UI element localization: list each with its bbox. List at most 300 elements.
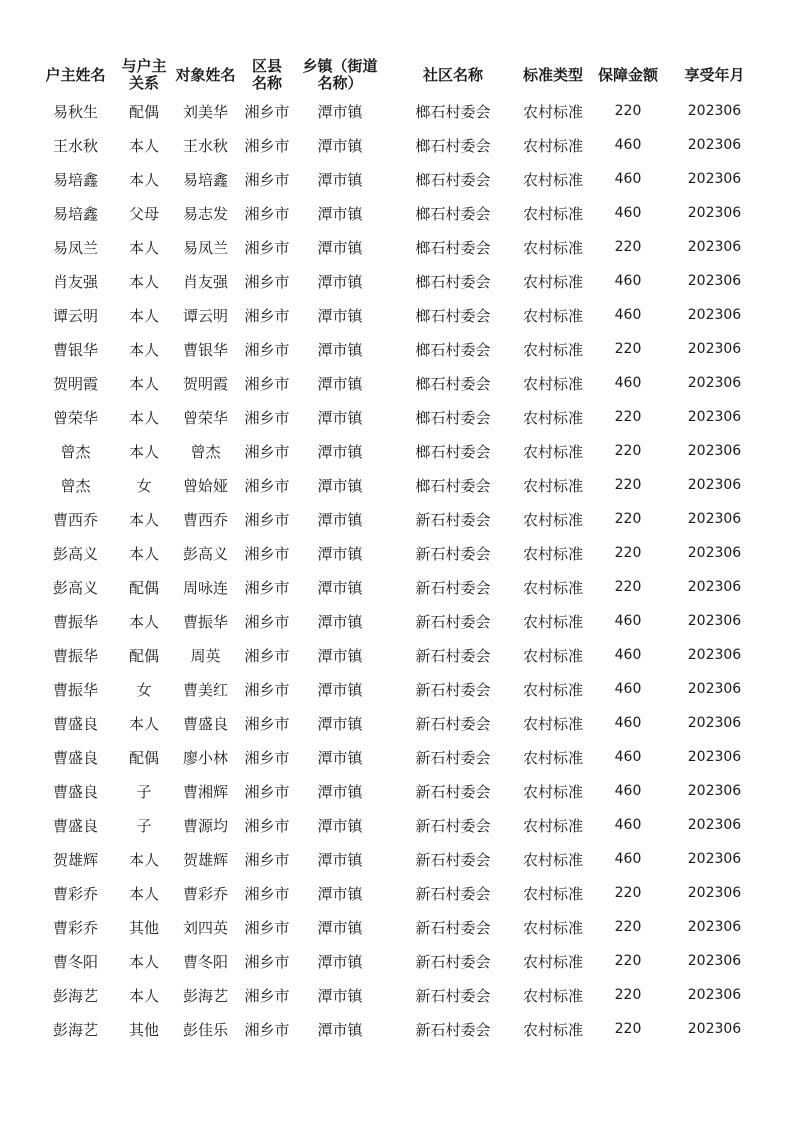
cell-county: 湘乡市 — [244, 476, 290, 495]
cell-amount: 220 — [614, 239, 642, 255]
cell-household-head: 王水秋 — [52, 136, 98, 155]
header-label-line: 乡镇（街道 — [302, 57, 378, 75]
cell-community: 榔石村委会 — [415, 238, 491, 257]
cell-community: 榔石村委会 — [415, 408, 491, 427]
cell-relation: 本人 — [128, 544, 159, 563]
header-label-line: 社区名称 — [422, 65, 483, 84]
cell-recipient-name: 刘美华 — [182, 102, 228, 121]
cell-recipient-name: 曹彩乔 — [182, 884, 228, 903]
cell-household-head: 曾荣华 — [52, 408, 98, 427]
cell-household-head: 易秋生 — [52, 102, 98, 121]
cell-amount: 460 — [614, 851, 642, 867]
cell-standard-type: 农村标准 — [522, 272, 583, 291]
cell-relation: 配偶 — [128, 578, 159, 597]
cell-recipient-name: 曹湘辉 — [182, 782, 228, 801]
cell-community: 新石村委会 — [415, 952, 491, 971]
cell-town: 潭市镇 — [317, 544, 363, 563]
cell-recipient-name: 曹银华 — [182, 340, 228, 359]
cell-county: 湘乡市 — [244, 340, 290, 359]
cell-county: 湘乡市 — [244, 102, 290, 121]
cell-relation: 本人 — [128, 612, 159, 631]
cell-community: 新石村委会 — [415, 1020, 491, 1039]
header-household-head — [30, 56, 121, 94]
cell-community: 榔石村委会 — [415, 442, 491, 461]
cell-relation: 本人 — [128, 170, 159, 189]
cell-standard-type: 农村标准 — [522, 850, 583, 869]
cell-amount: 220 — [614, 987, 642, 1003]
cell-month: 202306 — [687, 681, 742, 697]
cell-recipient-name: 易志发 — [182, 204, 228, 223]
cell-community: 新石村委会 — [415, 918, 491, 937]
cell-community: 榔石村委会 — [415, 374, 491, 393]
table-row — [30, 502, 763, 536]
cell-county: 湘乡市 — [244, 714, 290, 733]
cell-amount: 220 — [614, 885, 642, 901]
cell-town: 潭市镇 — [317, 136, 363, 155]
header-label-line: 关系 — [128, 74, 159, 92]
cell-town: 潭市镇 — [317, 952, 363, 971]
cell-household-head: 彭高义 — [52, 544, 98, 563]
table-row — [30, 672, 763, 706]
cell-relation: 本人 — [128, 408, 159, 427]
header-label-line: 户主姓名 — [45, 65, 106, 84]
table-row — [30, 468, 763, 502]
cell-recipient-name: 彭海艺 — [182, 986, 228, 1005]
cell-town: 潭市镇 — [317, 374, 363, 393]
cell-month: 202306 — [687, 715, 742, 731]
table-row — [30, 842, 763, 876]
header-recipient-name — [167, 56, 244, 94]
cell-month: 202306 — [687, 613, 742, 629]
table-row — [30, 944, 763, 978]
cell-month: 202306 — [687, 239, 742, 255]
cell-county: 湘乡市 — [244, 374, 290, 393]
table-row — [30, 774, 763, 808]
cell-county: 湘乡市 — [244, 782, 290, 801]
cell-recipient-name: 曾荣华 — [182, 408, 228, 427]
cell-community: 新石村委会 — [415, 646, 491, 665]
header-amount — [590, 56, 666, 94]
cell-household-head: 曹盛良 — [52, 748, 98, 767]
cell-month: 202306 — [687, 851, 742, 867]
cell-relation: 本人 — [128, 510, 159, 529]
cell-recipient-name: 曹盛良 — [182, 714, 228, 733]
cell-relation: 本人 — [128, 136, 159, 155]
cell-month: 202306 — [687, 103, 742, 119]
cell-community: 榔石村委会 — [415, 136, 491, 155]
cell-town: 潭市镇 — [317, 340, 363, 359]
cell-standard-type: 农村标准 — [522, 884, 583, 903]
cell-household-head: 曹冬阳 — [52, 952, 98, 971]
header-month — [666, 56, 763, 94]
cell-recipient-name: 易凤兰 — [182, 238, 228, 257]
cell-household-head: 曹振华 — [52, 612, 98, 631]
cell-month: 202306 — [687, 1021, 742, 1037]
subsidy-table — [30, 56, 763, 1046]
cell-community: 新石村委会 — [415, 680, 491, 699]
cell-county: 湘乡市 — [244, 272, 290, 291]
cell-household-head: 肖友强 — [52, 272, 98, 291]
cell-household-head: 谭云明 — [52, 306, 98, 325]
table-row — [30, 298, 763, 332]
cell-town: 潭市镇 — [317, 1020, 363, 1039]
header-label-line: 区县 — [251, 57, 282, 75]
cell-household-head: 曹西乔 — [52, 510, 98, 529]
header-label-line: 对象姓名 — [175, 65, 236, 84]
cell-household-head: 曹银华 — [52, 340, 98, 359]
cell-household-head: 曹振华 — [52, 646, 98, 665]
cell-relation: 女 — [136, 476, 152, 495]
cell-community: 新石村委会 — [415, 748, 491, 767]
cell-standard-type: 农村标准 — [522, 306, 583, 325]
table-body — [30, 94, 763, 1046]
cell-standard-type: 农村标准 — [522, 204, 583, 223]
cell-month: 202306 — [687, 341, 742, 357]
cell-standard-type: 农村标准 — [522, 952, 583, 971]
cell-month: 202306 — [687, 647, 742, 663]
cell-amount: 460 — [614, 783, 642, 799]
cell-county: 湘乡市 — [244, 442, 290, 461]
cell-relation: 本人 — [128, 850, 159, 869]
cell-county: 湘乡市 — [244, 748, 290, 767]
cell-standard-type: 农村标准 — [522, 238, 583, 257]
cell-standard-type: 农村标准 — [522, 442, 583, 461]
cell-town: 潭市镇 — [317, 918, 363, 937]
cell-standard-type: 农村标准 — [522, 374, 583, 393]
cell-town: 潭市镇 — [317, 578, 363, 597]
cell-community: 榔石村委会 — [415, 272, 491, 291]
cell-community: 新石村委会 — [415, 782, 491, 801]
cell-month: 202306 — [687, 273, 742, 289]
cell-standard-type: 农村标准 — [522, 646, 583, 665]
cell-county: 湘乡市 — [244, 918, 290, 937]
cell-county: 湘乡市 — [244, 170, 290, 189]
cell-household-head: 易培鑫 — [52, 204, 98, 223]
cell-standard-type: 农村标准 — [522, 680, 583, 699]
cell-standard-type: 农村标准 — [522, 578, 583, 597]
cell-relation: 子 — [136, 782, 152, 801]
cell-household-head: 彭海艺 — [52, 1020, 98, 1039]
header-label-line: 与户主 — [121, 57, 167, 75]
cell-amount: 220 — [614, 443, 642, 459]
table-row — [30, 604, 763, 638]
header-community — [390, 56, 516, 94]
cell-relation: 本人 — [128, 442, 159, 461]
header-town — [290, 56, 390, 94]
cell-county: 湘乡市 — [244, 1020, 290, 1039]
cell-town: 潭市镇 — [317, 204, 363, 223]
cell-month: 202306 — [687, 409, 742, 425]
cell-relation: 本人 — [128, 340, 159, 359]
cell-town: 潭市镇 — [317, 306, 363, 325]
cell-amount: 220 — [614, 953, 642, 969]
cell-household-head: 曹盛良 — [52, 816, 98, 835]
cell-amount: 220 — [614, 409, 642, 425]
table-row — [30, 808, 763, 842]
cell-household-head: 曹振华 — [52, 680, 98, 699]
cell-recipient-name: 曹冬阳 — [182, 952, 228, 971]
table-row — [30, 366, 763, 400]
cell-month: 202306 — [687, 375, 742, 391]
cell-town: 潭市镇 — [317, 408, 363, 427]
table-row — [30, 740, 763, 774]
cell-county: 湘乡市 — [244, 952, 290, 971]
cell-recipient-name: 周咏连 — [182, 578, 228, 597]
table-row — [30, 400, 763, 434]
cell-county: 湘乡市 — [244, 578, 290, 597]
cell-recipient-name: 曹美红 — [182, 680, 228, 699]
cell-amount: 460 — [614, 273, 642, 289]
header-label-line: 名称 — [251, 74, 282, 92]
cell-county: 湘乡市 — [244, 850, 290, 869]
cell-recipient-name: 曾姶娅 — [182, 476, 228, 495]
cell-town: 潭市镇 — [317, 612, 363, 631]
cell-relation: 本人 — [128, 714, 159, 733]
cell-relation: 本人 — [128, 884, 159, 903]
cell-county: 湘乡市 — [244, 816, 290, 835]
cell-amount: 460 — [614, 137, 642, 153]
cell-amount: 460 — [614, 307, 642, 323]
cell-standard-type: 农村标准 — [522, 748, 583, 767]
cell-amount: 220 — [614, 1021, 642, 1037]
cell-amount: 220 — [614, 477, 642, 493]
cell-standard-type: 农村标准 — [522, 136, 583, 155]
cell-town: 潭市镇 — [317, 680, 363, 699]
cell-relation: 女 — [136, 680, 152, 699]
cell-amount: 220 — [614, 545, 642, 561]
cell-month: 202306 — [687, 953, 742, 969]
table-row — [30, 196, 763, 230]
cell-month: 202306 — [687, 307, 742, 323]
cell-community: 榔石村委会 — [415, 204, 491, 223]
cell-community: 新石村委会 — [415, 510, 491, 529]
cell-month: 202306 — [687, 749, 742, 765]
table-row — [30, 128, 763, 162]
cell-recipient-name: 贺明霞 — [182, 374, 228, 393]
cell-relation: 本人 — [128, 306, 159, 325]
cell-household-head: 彭高义 — [52, 578, 98, 597]
cell-community: 新石村委会 — [415, 986, 491, 1005]
cell-month: 202306 — [687, 205, 742, 221]
cell-month: 202306 — [687, 579, 742, 595]
cell-recipient-name: 易培鑫 — [182, 170, 228, 189]
cell-town: 潭市镇 — [317, 476, 363, 495]
cell-community: 榔石村委会 — [415, 476, 491, 495]
cell-month: 202306 — [687, 987, 742, 1003]
cell-county: 湘乡市 — [244, 986, 290, 1005]
cell-household-head: 易培鑫 — [52, 170, 98, 189]
cell-county: 湘乡市 — [244, 680, 290, 699]
header-label-line: 标准类型 — [522, 65, 583, 84]
cell-standard-type: 农村标准 — [522, 714, 583, 733]
table-row — [30, 1012, 763, 1046]
cell-standard-type: 农村标准 — [522, 612, 583, 631]
cell-standard-type: 农村标准 — [522, 816, 583, 835]
cell-month: 202306 — [687, 817, 742, 833]
cell-standard-type: 农村标准 — [522, 170, 583, 189]
cell-month: 202306 — [687, 511, 742, 527]
cell-community: 榔石村委会 — [415, 340, 491, 359]
cell-community: 新石村委会 — [415, 578, 491, 597]
cell-recipient-name: 曹西乔 — [182, 510, 228, 529]
table-row — [30, 706, 763, 740]
cell-month: 202306 — [687, 477, 742, 493]
cell-county: 湘乡市 — [244, 510, 290, 529]
cell-household-head: 彭海艺 — [52, 986, 98, 1005]
table-row — [30, 332, 763, 366]
cell-town: 潭市镇 — [317, 646, 363, 665]
table-row — [30, 876, 763, 910]
cell-county: 湘乡市 — [244, 408, 290, 427]
cell-standard-type: 农村标准 — [522, 476, 583, 495]
cell-month: 202306 — [687, 919, 742, 935]
cell-standard-type: 农村标准 — [522, 408, 583, 427]
cell-household-head: 贺明霞 — [52, 374, 98, 393]
cell-recipient-name: 曹振华 — [182, 612, 228, 631]
table-row — [30, 230, 763, 264]
cell-county: 湘乡市 — [244, 306, 290, 325]
cell-county: 湘乡市 — [244, 646, 290, 665]
cell-town: 潭市镇 — [317, 238, 363, 257]
cell-amount: 460 — [614, 647, 642, 663]
table-row — [30, 94, 763, 128]
cell-relation: 本人 — [128, 238, 159, 257]
cell-relation: 其他 — [128, 1020, 159, 1039]
cell-standard-type: 农村标准 — [522, 102, 583, 121]
cell-amount: 220 — [614, 103, 642, 119]
cell-month: 202306 — [687, 171, 742, 187]
cell-recipient-name: 谭云明 — [182, 306, 228, 325]
cell-recipient-name: 曹源均 — [182, 816, 228, 835]
cell-household-head: 曹盛良 — [52, 714, 98, 733]
cell-relation: 父母 — [128, 204, 159, 223]
cell-month: 202306 — [687, 885, 742, 901]
cell-standard-type: 农村标准 — [522, 544, 583, 563]
cell-household-head: 曹彩乔 — [52, 884, 98, 903]
cell-amount: 220 — [614, 511, 642, 527]
cell-household-head: 易凤兰 — [52, 238, 98, 257]
cell-community: 新石村委会 — [415, 850, 491, 869]
cell-month: 202306 — [687, 783, 742, 799]
cell-town: 潭市镇 — [317, 850, 363, 869]
cell-town: 潭市镇 — [317, 986, 363, 1005]
cell-month: 202306 — [687, 545, 742, 561]
cell-amount: 220 — [614, 341, 642, 357]
cell-amount: 460 — [614, 749, 642, 765]
cell-relation: 本人 — [128, 374, 159, 393]
header-label-line: 名称） — [317, 74, 363, 92]
cell-town: 潭市镇 — [317, 782, 363, 801]
table-row — [30, 264, 763, 298]
header-label-line: 保障金额 — [597, 65, 658, 84]
cell-relation: 配偶 — [128, 646, 159, 665]
cell-recipient-name: 贺雄辉 — [182, 850, 228, 869]
cell-amount: 460 — [614, 171, 642, 187]
cell-community: 新石村委会 — [415, 544, 491, 563]
cell-relation: 其他 — [128, 918, 159, 937]
cell-amount: 460 — [614, 817, 642, 833]
cell-town: 潭市镇 — [317, 102, 363, 121]
cell-community: 新石村委会 — [415, 714, 491, 733]
cell-community: 新石村委会 — [415, 612, 491, 631]
cell-recipient-name: 曾杰 — [190, 442, 221, 461]
table-row — [30, 434, 763, 468]
cell-county: 湘乡市 — [244, 204, 290, 223]
cell-recipient-name: 肖友强 — [182, 272, 228, 291]
cell-household-head: 曹彩乔 — [52, 918, 98, 937]
cell-amount: 460 — [614, 375, 642, 391]
table-header — [30, 56, 763, 94]
cell-relation: 本人 — [128, 952, 159, 971]
cell-community: 榔石村委会 — [415, 170, 491, 189]
table-row — [30, 536, 763, 570]
table-row — [30, 910, 763, 944]
cell-town: 潭市镇 — [317, 170, 363, 189]
cell-county: 湘乡市 — [244, 612, 290, 631]
cell-amount: 460 — [614, 715, 642, 731]
cell-county: 湘乡市 — [244, 136, 290, 155]
cell-county: 湘乡市 — [244, 544, 290, 563]
header-label-line: 享受年月 — [684, 65, 745, 84]
cell-household-head: 曾杰 — [60, 442, 91, 461]
cell-recipient-name: 彭佳乐 — [182, 1020, 228, 1039]
cell-amount: 460 — [614, 613, 642, 629]
cell-amount: 460 — [614, 205, 642, 221]
cell-town: 潭市镇 — [317, 714, 363, 733]
cell-town: 潭市镇 — [317, 748, 363, 767]
cell-standard-type: 农村标准 — [522, 782, 583, 801]
table-row — [30, 570, 763, 604]
cell-county: 湘乡市 — [244, 884, 290, 903]
header-county — [244, 56, 290, 94]
cell-town: 潭市镇 — [317, 816, 363, 835]
cell-recipient-name: 王水秋 — [182, 136, 228, 155]
cell-community: 榔石村委会 — [415, 102, 491, 121]
cell-community: 新石村委会 — [415, 816, 491, 835]
cell-recipient-name: 周英 — [190, 646, 221, 665]
cell-household-head: 曾杰 — [60, 476, 91, 495]
cell-household-head: 曹盛良 — [52, 782, 98, 801]
header-row — [30, 56, 763, 94]
cell-community: 榔石村委会 — [415, 306, 491, 325]
cell-town: 潭市镇 — [317, 510, 363, 529]
cell-town: 潭市镇 — [317, 442, 363, 461]
cell-month: 202306 — [687, 443, 742, 459]
cell-county: 湘乡市 — [244, 238, 290, 257]
cell-standard-type: 农村标准 — [522, 918, 583, 937]
header-relation — [121, 56, 167, 94]
cell-recipient-name: 刘四英 — [182, 918, 228, 937]
table-row — [30, 638, 763, 672]
cell-household-head: 贺雄辉 — [52, 850, 98, 869]
cell-month: 202306 — [687, 137, 742, 153]
cell-town: 潭市镇 — [317, 884, 363, 903]
cell-relation: 配偶 — [128, 102, 159, 121]
cell-amount: 220 — [614, 919, 642, 935]
cell-amount: 460 — [614, 681, 642, 697]
cell-standard-type: 农村标准 — [522, 1020, 583, 1039]
table-row — [30, 162, 763, 196]
cell-standard-type: 农村标准 — [522, 986, 583, 1005]
cell-town: 潭市镇 — [317, 272, 363, 291]
cell-relation: 子 — [136, 816, 152, 835]
cell-relation: 配偶 — [128, 748, 159, 767]
cell-relation: 本人 — [128, 272, 159, 291]
header-standard-type — [516, 56, 590, 94]
cell-standard-type: 农村标准 — [522, 340, 583, 359]
table-row — [30, 978, 763, 1012]
cell-recipient-name: 彭高义 — [182, 544, 228, 563]
